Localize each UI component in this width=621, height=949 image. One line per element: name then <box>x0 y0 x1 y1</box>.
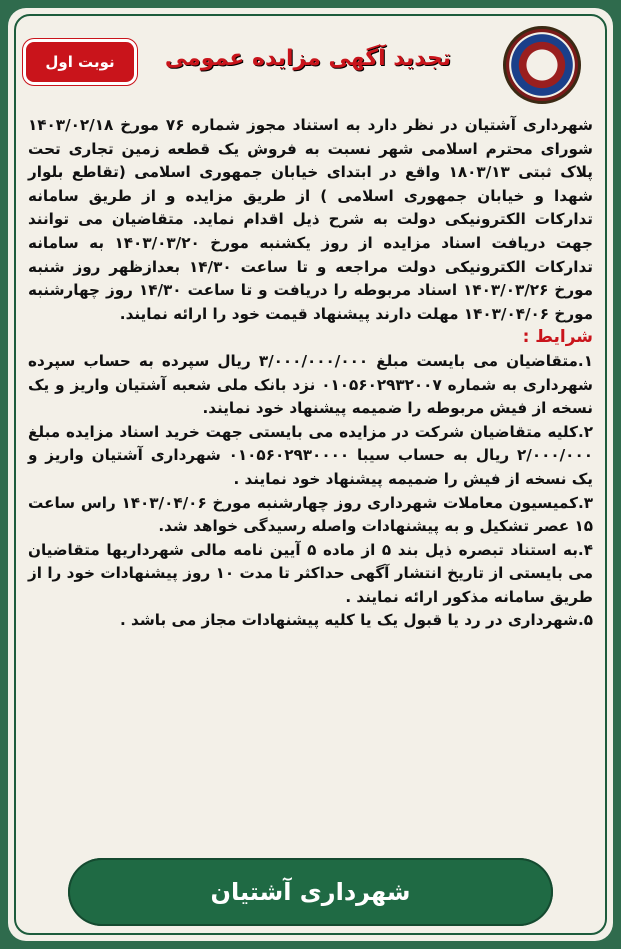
condition-item: ۴.به استناد تبصره ذیل بند ۵ از ماده ۵ آیین نامه مالی شهرداریها متقاضیان می بایستی از تاریخ انتشار آگهی حداکثر تا مدت ۱۰ روز پیشنهادات خود را از طریق سامانه مذکور ارائه نمایند . <box>28 540 593 606</box>
ad-body <box>28 114 593 633</box>
condition-item: ۳.کمیسیون معاملات شهرداری روز چهارشنبه مورخ ۱۴۰۳/۰۴/۰۶ راس ساعت ۱۵ عصر تشکیل و به پیشنهادات واصله رسیدگی خواهد شد. <box>28 493 593 536</box>
ad-title: تجدید آگهی مزایده عمومی <box>164 46 452 71</box>
ad-header <box>22 22 599 106</box>
ad-sheet <box>8 8 613 941</box>
condition-item: ۲.کلیه متقاضیان شرکت در مزایده می بایستی جهت خرید اسناد مزایده مبلغ ۲/۰۰۰/۰۰۰ ریال به حساب سیبا ۰۱۰۵۶۰۲۹۳۰۰۰۰ شهرداری آشتیان واریز و یک نسخه از فیش را ضمیمه پیشنهاد خود نمایند . <box>28 422 593 488</box>
condition-item: ۱.متقاضیان می بایست مبلغ ۳/۰۰۰/۰۰۰/۰۰۰ ریال سپرده به حساب سپرده شهرداری به شماره ۰۱۰۵۶۰۲۹۳۲۰۰۷ نزد بانک ملی شعبه آشتیان واریز و یک نسخه از فیش مربوطه را ضمیمه پیشنهاد خود نمایند. <box>28 351 593 418</box>
footer-banner: شهرداری آشتیان <box>68 858 553 926</box>
round-badge: نوبت اول <box>26 42 134 82</box>
intro-paragraph: شهرداری آشتیان در نظر دارد به استناد مجوز شماره ۷۶ مورخ ۱۴۰۳/۰۲/۱۸ شورای محترم اسلامی شهر نسبت به فروش یک قطعه زمین تجاری تحت پلاک ثبتی ۱۸۰۳/۱۳ واقع در ابتدای خیابان جمهوری اسلامی (تقاطع بلوار شهدا و خیابان جمهوری اسلامی ) از طریق مزایده و از طریق سامانه تدارکات الکترونیکی دولت به شرح ذیل اقدام نماید. متقاضیان می توانند جهت دریافت اسناد مزایده از روز یکشنبه مورخ ۱۴۰۳/۰۳/۲۰ به سامانه تدارکات الکترونیکی دولت مراجعه و تا ساعت ۱۴/۳۰ بعدازظهر روز شنبه مورخ ۱۴۰۳/۰۳/۲۶ اسناد مربوطه را دریافت و تا ساعت ۱۴/۳۰ روز چهارشنبه مورخ ۱۴۰۳/۰۴/۰۶ مهلت دارند پیشنهاد قیمت خود را ارائه نمایند. <box>28 116 594 323</box>
municipality-logo-icon <box>503 26 581 104</box>
condition-item: ۵.شهرداری در رد یا قبول یک یا کلیه پیشنهادات مجاز می باشد . <box>120 611 593 630</box>
conditions-title: شرایط : <box>522 327 593 348</box>
